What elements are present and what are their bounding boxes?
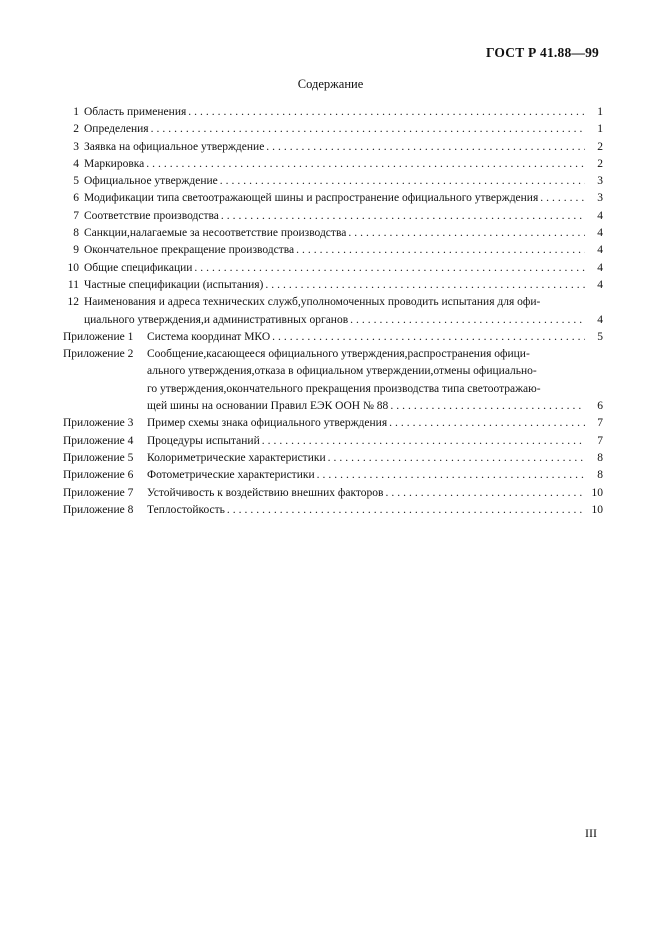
toc-entry-title-line: Наименования и адреса технических служб,уполномоченных проводить испытания для офи- <box>84 296 541 309</box>
annex-label: Приложение 2 <box>63 348 134 361</box>
dot-leader <box>296 242 585 259</box>
annex-label: Приложение 3 <box>63 417 134 430</box>
dot-leader <box>390 398 585 415</box>
toc-entry-page: 3 <box>597 175 603 188</box>
annex-label: Приложение 7 <box>63 486 134 499</box>
toc-annex-7[interactable] <box>63 485 603 502</box>
toc-entry-12[interactable] <box>63 294 603 329</box>
toc-entry-9[interactable] <box>63 242 603 259</box>
dot-leader <box>220 173 585 190</box>
toc-entry-page: 2 <box>597 140 603 153</box>
toc-annex-5[interactable] <box>63 450 603 467</box>
dot-leader <box>265 277 585 294</box>
toc-entry-8[interactable] <box>63 225 603 242</box>
dot-leader <box>317 467 585 484</box>
toc-entry-number: 2 <box>73 123 79 136</box>
annex-label: Приложение 1 <box>63 330 134 343</box>
toc-entry-2[interactable] <box>63 121 603 138</box>
annex-title-line: Сообщение,касающееся официального утверждения,распространения офици- <box>147 348 530 361</box>
annex-title: Фотометрические характеристики <box>147 469 315 482</box>
dot-leader <box>540 190 585 207</box>
dot-leader <box>348 225 585 242</box>
toc-entry-number: 8 <box>73 227 79 240</box>
toc-entry-title: Частные спецификации (испытания) <box>84 278 264 291</box>
annex-title: Колориметрические характеристики <box>147 451 326 464</box>
annex-page: 5 <box>597 330 603 343</box>
toc-annex-8[interactable] <box>63 502 603 519</box>
dot-leader <box>151 121 585 138</box>
toc-entry-page: 4 <box>597 261 603 274</box>
annex-title: Процедуры испытаний <box>147 434 260 447</box>
toc-entry-title: Заявка на официальное утверждение <box>84 140 265 153</box>
dot-leader <box>389 415 585 432</box>
dot-leader <box>227 502 585 519</box>
toc-annex-6[interactable] <box>63 467 603 484</box>
annex-label: Приложение 4 <box>63 434 134 447</box>
toc-entry-4[interactable] <box>63 156 603 173</box>
dot-leader <box>194 260 585 277</box>
toc-entry-7[interactable] <box>63 208 603 225</box>
toc-entry-title: Общие спецификации <box>84 261 193 274</box>
annex-title: Система координат МКО <box>147 330 271 343</box>
dot-leader <box>272 329 585 346</box>
toc-entry-title: Определения <box>84 123 149 136</box>
annex-page: 10 <box>591 503 603 516</box>
toc-entry-title: Модификации типа светоотражающей шины и распространение официального утверждения <box>84 192 539 205</box>
toc-entry-number: 12 <box>67 296 79 309</box>
toc-annex-2[interactable] <box>63 346 603 415</box>
toc-entry-number: 6 <box>73 192 79 205</box>
toc-entry-page: 3 <box>597 192 603 205</box>
toc-annex-4[interactable] <box>63 433 603 450</box>
toc-entry-title: Маркировка <box>84 157 145 170</box>
page-number: III <box>585 826 597 840</box>
toc-entry-page: 4 <box>597 227 603 240</box>
toc-entry-title: Область применения <box>84 106 187 118</box>
toc-annex-1[interactable] <box>63 329 603 346</box>
annex-label: Приложение 8 <box>63 503 134 516</box>
toc-entry-6[interactable] <box>63 190 603 207</box>
toc-entry-title: Официальное утверждение <box>84 175 218 188</box>
toc-annex-3[interactable] <box>63 415 603 432</box>
dot-leader <box>262 433 585 450</box>
toc-entry-title: Окончательное прекращение производства <box>84 244 295 257</box>
table-of-contents <box>63 104 603 519</box>
toc-entry-1[interactable] <box>63 104 603 121</box>
toc-entry-number: 9 <box>73 244 79 257</box>
toc-entry-page: 1 <box>597 123 603 136</box>
annex-title-line: ального утверждения,отказа в официальном утверждении,отмены официально- <box>147 365 537 378</box>
dot-leader <box>328 450 585 467</box>
toc-entry-title-line: циального утверждения,и административных органов <box>84 313 349 326</box>
annex-title: Теплостойкость <box>147 503 225 516</box>
annex-title: Пример схемы знака официального утверждения <box>147 417 388 430</box>
toc-entry-number: 4 <box>73 157 79 170</box>
dot-leader <box>385 485 585 502</box>
toc-entry-title: Санкции,налагаемые за несоответствие производства <box>84 227 347 240</box>
toc-entry-number: 7 <box>73 209 79 222</box>
annex-page: 8 <box>597 451 603 464</box>
annex-page: 7 <box>597 417 603 430</box>
toc-entry-number: 5 <box>73 175 79 188</box>
toc-entry-title: Соответствие производства <box>84 209 219 222</box>
toc-entry-page: 4 <box>597 278 603 291</box>
toc-title: Содержание <box>297 77 364 91</box>
annex-title-line: щей шины на основании Правил ЕЭК ООН № 88 <box>147 400 389 413</box>
annex-title: Устойчивость к воздействию внешних факторов <box>147 486 384 499</box>
annex-label: Приложение 6 <box>63 469 134 482</box>
dot-leader <box>350 312 585 329</box>
toc-entry-11[interactable] <box>63 277 603 294</box>
toc-entry-5[interactable] <box>63 173 603 190</box>
toc-entry-page: 4 <box>597 313 603 326</box>
toc-entry-number: 10 <box>67 261 79 274</box>
toc-entry-number: 1 <box>73 106 79 118</box>
toc-entry-3[interactable] <box>63 139 603 156</box>
document-code: ГОСТ Р 41.88—99 <box>485 45 599 60</box>
annex-page: 10 <box>591 486 603 499</box>
toc-entry-number: 3 <box>73 140 79 153</box>
annex-label: Приложение 5 <box>63 451 134 464</box>
annex-title-line: го утверждения,окончательного прекращения производства типа светоотражаю- <box>147 382 541 395</box>
dot-leader <box>266 139 585 156</box>
annex-page: 6 <box>597 400 603 413</box>
annex-page: 7 <box>597 434 603 447</box>
toc-entry-page: 4 <box>597 244 603 257</box>
dot-leader <box>221 208 585 225</box>
annex-page: 8 <box>597 469 603 482</box>
toc-entry-page: 1 <box>597 106 603 118</box>
toc-entry-10[interactable] <box>63 260 603 277</box>
toc-entry-page: 2 <box>597 157 603 170</box>
dot-leader <box>188 104 585 121</box>
dot-leader <box>146 156 585 173</box>
toc-entry-number: 11 <box>67 278 79 291</box>
toc-entry-page: 4 <box>597 209 603 222</box>
